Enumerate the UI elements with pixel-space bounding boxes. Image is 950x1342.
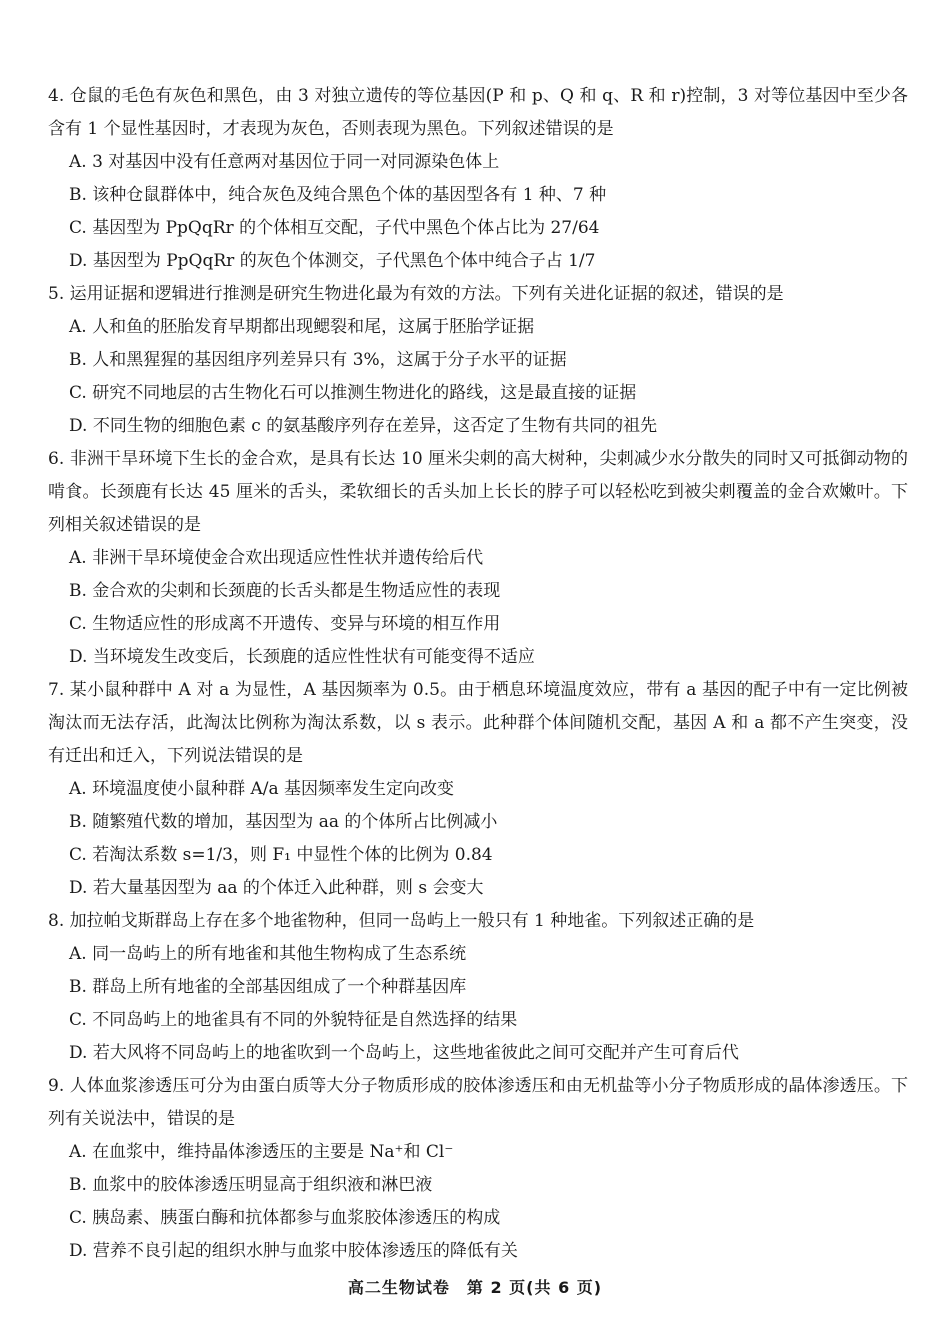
option-a: A. 同一岛屿上的所有地雀和其他生物构成了生态系统 bbox=[69, 944, 467, 964]
page-footer: 高二生物试卷 第 2 页(共 6 页) bbox=[347, 1278, 603, 1297]
question-list bbox=[48, 80, 908, 1268]
question-9 bbox=[48, 1070, 908, 1268]
option-c: C. 不同岛屿上的地雀具有不同的外貌特征是自然选择的结果 bbox=[69, 1010, 518, 1030]
option-d: D. 当环境发生改变后，长颈鹿的适应性性状有可能变得不适应 bbox=[69, 647, 535, 667]
option-b: B. 人和黑猩猩的基因组序列差异只有 3%，这属于分子水平的证据 bbox=[69, 350, 567, 370]
option-a: A. 在血浆中，维持晶体渗透压的主要是 Na⁺和 Cl⁻ bbox=[69, 1142, 454, 1162]
option-b: B. 金合欢的尖刺和长颈鹿的长舌头都是生物适应性的表现 bbox=[69, 581, 501, 601]
option-b: B. 该种仓鼠群体中，纯合灰色及纯合黑色个体的基因型各有 1 种、7 种 bbox=[69, 185, 607, 205]
option-a: A. 人和鱼的胚胎发育早期都出现鳃裂和尾，这属于胚胎学证据 bbox=[69, 317, 535, 337]
option-a: A. 3 对基因中没有任意两对基因位于同一对同源染色体上 bbox=[69, 152, 500, 172]
question-5 bbox=[48, 278, 908, 443]
option-c: C. 胰岛素、胰蛋白酶和抗体都参与血浆胶体渗透压的构成 bbox=[69, 1208, 501, 1228]
option-b: B. 群岛上所有地雀的全部基因组成了一个种群基因库 bbox=[69, 977, 467, 997]
question-stem: 5. 运用证据和逻辑进行推测是研究生物进化最为有效的方法。下列有关进化证据的叙述，错误的是 bbox=[48, 284, 784, 304]
option-c: C. 研究不同地层的古生物化石可以推测生物进化的路线，这是最直接的证据 bbox=[69, 383, 637, 403]
option-d: D. 营养不良引起的组织水肿与血浆中胶体渗透压的降低有关 bbox=[69, 1241, 518, 1261]
option-d: D. 不同生物的细胞色素 c 的氨基酸序列存在差异，这否定了生物有共同的祖先 bbox=[69, 416, 658, 436]
question-7 bbox=[48, 674, 908, 905]
option-d: D. 基因型为 PpQqRr 的灰色个体测交，子代黑色个体中纯合子占 1/7 bbox=[69, 251, 596, 271]
question-8 bbox=[48, 905, 908, 1070]
option-c: C. 生物适应性的形成离不开遗传、变异与环境的相互作用 bbox=[69, 614, 501, 634]
question-stem: 4. 仓鼠的毛色有灰色和黑色，由 3 对独立遗传的等位基因(P 和 p、Q 和 q、R 和 r)控制，3 对等位基因中至少各含有 1 个显性基因时，才表现为灰色，否则表现为黑色。下列叙述错误的是 bbox=[48, 86, 908, 139]
question-stem: 8. 加拉帕戈斯群岛上存在多个地雀物种，但同一岛屿上一般只有 1 种地雀。下列叙述正确的是 bbox=[48, 911, 755, 931]
question-6 bbox=[48, 443, 908, 674]
option-b: B. 随繁殖代数的增加，基因型为 aa 的个体所占比例减小 bbox=[69, 812, 498, 832]
option-d: D. 若大量基因型为 aa 的个体迁入此种群，则 s 会变大 bbox=[69, 878, 484, 898]
option-d: D. 若大风将不同岛屿上的地雀吹到一个岛屿上，这些地雀彼此之间可交配并产生可育后代 bbox=[69, 1043, 739, 1063]
question-stem: 9. 人体血浆渗透压可分为由蛋白质等大分子物质形成的胶体渗透压和由无机盐等小分子物质形成的晶体渗透压。下列有关说法中，错误的是 bbox=[48, 1076, 908, 1129]
option-c: C. 基因型为 PpQqRr 的个体相互交配，子代中黑色个体占比为 27/64 bbox=[69, 218, 600, 238]
option-a: A. 环境温度使小鼠种群 A/a 基因频率发生定向改变 bbox=[69, 779, 455, 799]
question-stem: 7. 某小鼠种群中 A 对 a 为显性，A 基因频率为 0.5。由于栖息环境温度效应，带有 a 基因的配子中有一定比例被淘汰而无法存活，此淘汰比例称为淘汰系数，以 s 表示。此种群个体间随机交配，基因 A 和 a 都不产生突变，没有迁出和迁入，下列说法错误的是 bbox=[48, 680, 908, 766]
option-b: B. 血浆中的胶体渗透压明显高于组织液和淋巴液 bbox=[69, 1175, 433, 1195]
question-stem: 6. 非洲干旱环境下生长的金合欢，是具有长达 10 厘米尖刺的高大树种，尖刺减少水分散失的同时又可抵御动物的啃食。长颈鹿有长达 45 厘米的舌头，柔软细长的舌头加上长长的脖子可以轻松吃到被尖刺覆盖的金合欢嫩叶。下列相关叙述错误的是 bbox=[48, 449, 908, 535]
option-c: C. 若淘汰系数 s=1/3，则 F₁ 中显性个体的比例为 0.84 bbox=[69, 845, 493, 865]
option-a: A. 非洲干旱环境使金合欢出现适应性性状并遗传给后代 bbox=[69, 548, 484, 568]
question-4 bbox=[48, 80, 908, 278]
